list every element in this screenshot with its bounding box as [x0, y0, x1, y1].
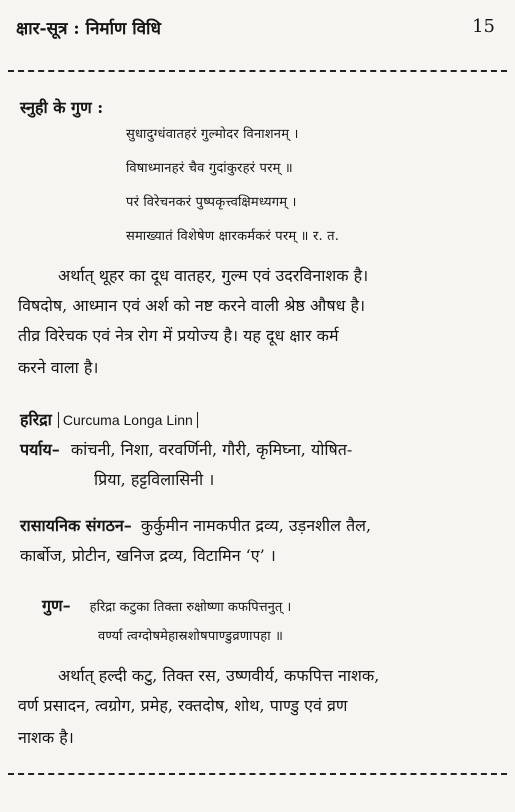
latin-name: Curcuma Longa Linn	[58, 412, 198, 428]
page-header	[16, 16, 495, 44]
paragraph-line: अर्थात् थूहर का दूध वातहर, गुल्म एवं उदरविनाशक है।	[58, 266, 369, 285]
paragraph-line: करने वाला है।	[18, 358, 99, 377]
synonyms-text: कांचनी, निशा, वरवर्णिनी, गौरी, कृमिघ्ना, योषित-	[70, 440, 353, 459]
chemical-row	[20, 514, 371, 536]
verse-line: परं विरेचनकरं पुष्पकृत्त्वक्षिमध्यगम् ।	[126, 195, 297, 210]
guna-verse: हरिद्रा कटुका तिक्ता रुक्षोष्णा कफपित्तनुत् ।	[89, 600, 292, 615]
paragraph-line: तीव्र विरेचक एवं नेत्र रोग में प्रयोज्य है। यह दूध क्षार कर्म	[18, 326, 339, 345]
verse-line: समाख्यातं विशेषेण क्षारकर्मकरं परम् ॥ र. त.	[126, 229, 340, 244]
section-heading-haridra: हरिद्रा	[20, 410, 52, 429]
chemical-continued: कार्बोज, प्रोटीन, खनिज द्रव्य, विटामिन ‘ए’ ।	[20, 546, 276, 565]
guna-row	[42, 594, 291, 616]
guna-label: गुण–	[42, 596, 71, 615]
haridra-heading-row	[20, 408, 198, 430]
paragraph-line: विषदोष, आध्मान एवं अर्श को नष्ट करने वाली श्रेष्ठ औषध है।	[18, 296, 366, 315]
verse-line: सुधादुग्धंवातहरं गुल्मोदर विनाशनम् ।	[126, 127, 299, 142]
chemical-label: रासायनिक संगठन–	[20, 516, 132, 535]
verse-line: विषाध्मानहरं चैव गुदांकुरहरं परम् ॥	[126, 161, 293, 176]
paragraph-line: वर्ण प्रसादन, त्वग्रोग, प्रमेह, रक्तदोष, शोथ, पाण्डु एवं व्रण	[18, 696, 348, 715]
synonyms-label: पर्याय–	[20, 440, 60, 459]
running-title: क्षार-सूत्र : निर्माण विधि	[16, 19, 161, 39]
page-number: 15	[472, 16, 495, 37]
guna-verse-continued: वर्ण्या त्वग्दोषमेहास्रशोषपाण्डुव्रणापहा ॥	[98, 629, 284, 644]
paragraph-line: नाशक है।	[18, 728, 74, 747]
synonyms-row	[20, 438, 352, 460]
section-heading-snuhi: स्नुही के गुण :	[20, 98, 104, 117]
header-divider	[8, 70, 507, 72]
synonyms-continued: प्रिया, हट्टविलासिनी ।	[94, 470, 215, 489]
footer-divider	[8, 773, 507, 775]
chemical-text: कुर्कुमीन नामकपीत द्रव्य, उड़नशील तैल,	[140, 516, 372, 535]
paragraph-line: अर्थात् हल्दी कटु, तिक्त रस, उष्णवीर्य, कफपित्त नाशक,	[58, 666, 380, 685]
